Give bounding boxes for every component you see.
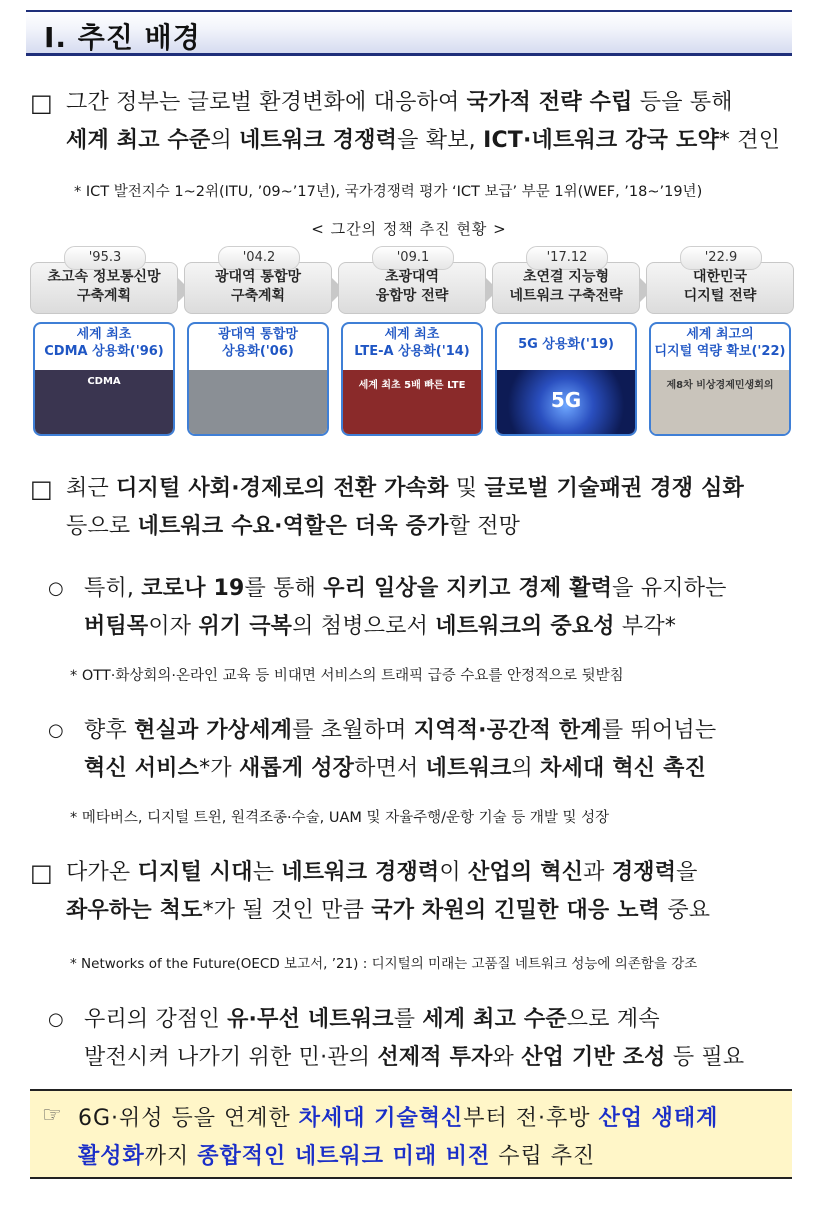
text-run: 발전시켜 나가기 위한 민·관의 [84, 1045, 378, 1070]
text-run: 이자 [148, 614, 199, 639]
emphasis-text: 혁신 서비스 [84, 756, 200, 781]
text-run: 등을 통해 [632, 90, 733, 115]
text-run: 등으로 [66, 514, 138, 539]
achievement-text: 세계 최초 CDMA 상용화('96) [44, 327, 164, 359]
emphasis-text: 산업의 혁신 [468, 860, 584, 885]
plan-date: '95.3 [64, 246, 146, 270]
emphasis-text: ICT·네트워크 강국 도약 [483, 128, 719, 153]
square-bullet-icon: □ [30, 89, 53, 117]
text-run: 등 필요 [665, 1045, 745, 1070]
text-run: 으로 계속 [566, 1007, 660, 1032]
text-run: 견인 [730, 128, 781, 153]
achievement-photo [497, 370, 635, 434]
paragraph-3 [30, 570, 790, 646]
paragraph-5 [30, 854, 790, 930]
achievement-photo [343, 370, 481, 434]
text-run: 를 뛰어넘는 [601, 718, 717, 743]
section-title-bar [26, 10, 792, 56]
paragraph-line [30, 84, 790, 122]
text-run: 그간 정부는 글로벌 환경변화에 대응하여 [66, 90, 467, 115]
text-run: 할 전망 [448, 514, 521, 539]
callout-line [78, 1101, 718, 1132]
plan-title: 초고속 정보통신망 구축계획 [47, 269, 161, 304]
text-run: 까지 [144, 1144, 198, 1169]
achievement-text: 5G 상용화('19) [518, 337, 614, 352]
paragraph-line [30, 122, 790, 160]
paragraph-2 [30, 470, 790, 546]
text-run: 를 통해 [244, 576, 324, 601]
text-run: 하면서 [354, 756, 426, 781]
achievement-photo [651, 370, 789, 434]
text-run: * [718, 128, 731, 153]
paragraph-line [30, 750, 790, 788]
plan-date: '17.12 [526, 246, 608, 270]
text-run: 부각* [614, 614, 677, 639]
emphasis-text: 종합적인 네트워크 미래 비전 [197, 1144, 491, 1169]
emphasis-text: 디지털 시대 [137, 860, 253, 885]
emphasis-text: 디지털 사회·경제로의 전환 가속화 [116, 476, 449, 501]
emphasis-text: 세계 최고 수준 [422, 1007, 567, 1032]
achievement-text: 세계 최고의 디지털 역량 확보('22) [654, 327, 786, 359]
circle-bullet-icon: ○ [48, 578, 64, 599]
square-bullet-icon: □ [30, 859, 53, 887]
emphasis-text: 코로나 19 [141, 576, 245, 601]
text-run: 을 유지하는 [612, 576, 727, 601]
text-run: 과 [583, 860, 612, 885]
text-run: 최근 [66, 476, 117, 501]
paragraph-line [30, 892, 790, 930]
emphasis-text: 지역적·공간적 한계 [413, 718, 602, 743]
emphasis-text: 국가적 전략 수립 [466, 90, 633, 115]
section-title: Ⅰ. 추진 배경 [44, 21, 201, 54]
achievement-card [649, 322, 791, 436]
emphasis-text: 네트워크 경쟁력 [239, 128, 398, 153]
text-run: 를 [393, 1007, 423, 1032]
photo-caption: CDMA [87, 376, 121, 387]
text-run: 의 [511, 756, 541, 781]
circle-bullet-icon: ○ [48, 720, 64, 741]
text-run: 부터 전·후방 [463, 1106, 599, 1131]
photo-caption: 제8차 비상경제민생회의 [666, 380, 774, 391]
text-run: 향후 [84, 718, 135, 743]
plan-date: '09.1 [372, 246, 454, 270]
text-run: 을 [676, 860, 698, 885]
paragraph-line [30, 508, 790, 546]
emphasis-text: 활성화 [78, 1144, 145, 1169]
circle-bullet-icon: ○ [48, 1009, 64, 1030]
pointing-hand-icon: ☞ [42, 1103, 62, 1128]
paragraph-line [30, 854, 790, 892]
plan-date: '22.9 [680, 246, 762, 270]
text-run: 의 [210, 128, 240, 153]
achievement-photo [189, 370, 327, 434]
paragraph-line [30, 570, 790, 608]
emphasis-text: 차세대 혁신 촉진 [540, 756, 707, 781]
callout-line [78, 1139, 595, 1170]
emphasis-text: 버팀목 [84, 614, 149, 639]
text-run: 수립 추진 [490, 1144, 596, 1169]
achievement-card [341, 322, 483, 436]
text-run: 이 [439, 860, 469, 885]
plan-title: 대한민국 디지털 전략 [683, 269, 757, 304]
paragraph-line [30, 712, 790, 750]
emphasis-text: 선제적 투자 [377, 1045, 493, 1070]
emphasis-text: 세계 최고 수준 [66, 128, 211, 153]
paragraph-line [30, 1001, 790, 1039]
paragraph-4 [30, 712, 790, 788]
photo-caption: 세계 최초 5배 빠른 LTE [358, 380, 466, 391]
text-run: 를 초월하며 [292, 718, 414, 743]
text-run: 와 [492, 1045, 522, 1070]
achievement-text: 광대역 통합망 상용화('06) [218, 327, 298, 359]
emphasis-text: 위기 극복 [198, 614, 293, 639]
paragraph-1 [30, 84, 790, 160]
text-run: 및 [448, 476, 485, 501]
paragraph-line [30, 1039, 790, 1077]
text-run: 다가온 [66, 860, 138, 885]
footnote: * Networks of the Future(OECD 보고서, ’21) : 디지털의 미래는 고품질 네트워크 성능에 의존함을 강조 [70, 956, 698, 972]
paragraph-6 [30, 1001, 790, 1077]
achievement-text: 세계 최초 LTE-A 상용화('14) [354, 327, 470, 359]
text-run: 중요 [660, 898, 711, 923]
emphasis-text: 좌우하는 척도 [66, 898, 203, 923]
achievement-card [495, 322, 637, 436]
emphasis-text: 네트워크 경쟁력 [281, 860, 440, 885]
emphasis-text: 우리 일상을 지키고 경제 활력 [323, 576, 613, 601]
achievement-photo [35, 370, 173, 434]
emphasis-text: 네트워크 [425, 756, 512, 781]
photo-caption: 5G [550, 388, 582, 412]
emphasis-text: 현실과 가상세계 [134, 718, 293, 743]
paragraph-line [30, 470, 790, 508]
paragraph-line [30, 608, 790, 646]
achievement-card [187, 322, 329, 436]
footnote: * ICT 발전지수 1~2위(ITU, ’09~’17년), 국가경쟁력 평가 ‘ICT 보급’ 부문 1위(WEF, ’18~’19년) [74, 184, 703, 200]
timeline-caption: < 그간의 정책 추진 현황 > [311, 220, 507, 238]
plan-title: 초연결 지능형 네트워크 구축전략 [509, 269, 623, 304]
footnote: * OTT·화상회의·온라인 교육 등 비대면 서비스의 트래픽 급증 수요를 안정적으로 뒷받침 [70, 668, 624, 684]
emphasis-text: 유·무선 네트워크 [227, 1007, 394, 1032]
text-run: 특히, [84, 576, 142, 601]
plan-title: 초광대역 융합망 전략 [375, 269, 449, 304]
text-run: 6G·위성 등을 연계한 [78, 1106, 299, 1131]
summary-callout [30, 1089, 792, 1179]
emphasis-text: 경쟁력 [611, 860, 677, 885]
text-run: 우리의 강점인 [84, 1007, 228, 1032]
achievement-card [33, 322, 175, 436]
emphasis-text: 차세대 기술혁신 [298, 1106, 464, 1131]
emphasis-text: 국가 차원의 긴밀한 대응 노력 [371, 898, 661, 923]
text-run: 의 첨병으로서 [292, 614, 436, 639]
text-run: 는 [252, 860, 282, 885]
square-bullet-icon: □ [30, 475, 53, 503]
emphasis-text: 네트워크 수요·역할은 더욱 증가 [137, 514, 449, 539]
emphasis-text: 새롭게 성장 [238, 756, 355, 781]
emphasis-text: 산업 기반 조성 [521, 1045, 666, 1070]
text-run: *가 될 것인 만큼 [202, 898, 372, 923]
text-run: 을 확보, [397, 128, 484, 153]
footnote: * 메타버스, 디지털 트윈, 원격조종·수술, UAM 및 자율주행/운항 기술 등 개발 및 성장 [70, 810, 610, 826]
policy-timeline [30, 244, 792, 444]
emphasis-text: 산업 생태계 [598, 1106, 719, 1131]
plan-title: 광대역 통합망 구축계획 [214, 269, 302, 304]
emphasis-text: 글로벌 기술패권 경쟁 심화 [484, 476, 744, 501]
plan-date: '04.2 [218, 246, 300, 270]
text-run: *가 [199, 756, 239, 781]
emphasis-text: 네트워크의 중요성 [435, 614, 615, 639]
